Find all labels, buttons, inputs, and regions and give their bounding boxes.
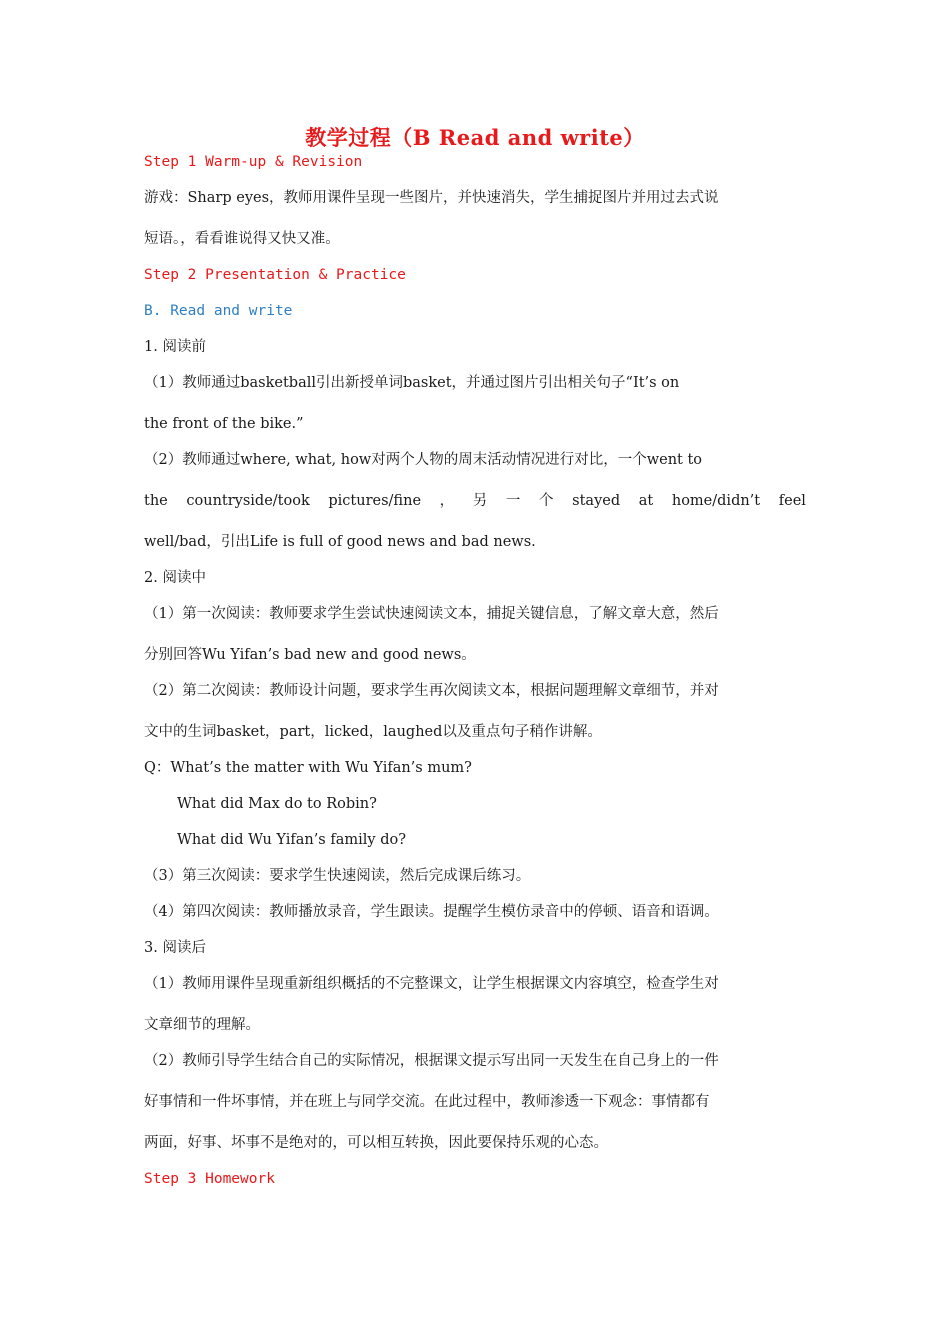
- post-2-line-2: 好事情和一件坏事情，并在班上与同学交流。在此过程中，教师渗透一下观念：事情都有: [144, 1094, 710, 1110]
- step3-heading: Step 3 Homework: [144, 1171, 275, 1187]
- while-2-line-1: （2）第二次阅读：教师设计问题，要求学生再次阅读文本，根据问题理解文章细节，并对: [144, 683, 719, 699]
- word: 另: [472, 493, 488, 509]
- page-title: 教学过程（B Read and write）: [305, 125, 645, 150]
- step1-heading: Step 1 Warm-up & Revision: [144, 154, 363, 170]
- word: at: [638, 493, 654, 509]
- word: feel: [778, 493, 806, 509]
- word: the: [144, 493, 168, 509]
- word: home/didn’t: [671, 493, 761, 509]
- post-1-line-1: （1）教师用课件呈现重新组织概括的不完整课文，让学生根据课文内容填空，检查学生对: [144, 976, 719, 992]
- post-2-line-1: （2）教师引导学生结合自己的实际情况，根据课文提示写出同一天发生在自己身上的一件: [144, 1053, 719, 1069]
- question-1: Q：What’s the matter with Wu Yifan’s mum?: [144, 760, 472, 776]
- while-1-line-1: （1）第一次阅读：教师要求学生尝试快速阅读文本，捕捉关键信息，了解文章大意，然后: [144, 606, 719, 622]
- while-2-line-2: 文中的生词basket，part，licked，laughed以及重点句子稍作讲解。: [144, 724, 602, 740]
- question-3: What did Wu Yifan’s family do?: [177, 832, 406, 848]
- word: countryside/took: [186, 493, 310, 509]
- while-4: （4）第四次阅读：教师播放录音，学生跟读。提醒学生模仿录音中的停顿、语音和语调。: [144, 904, 719, 920]
- post-2-line-3: 两面，好事、坏事不是绝对的，可以相互转换，因此要保持乐观的心态。: [144, 1135, 608, 1151]
- pre-1-line-2: the front of the bike.”: [144, 416, 304, 432]
- word: pictures/fine: [328, 493, 422, 509]
- game-line-1: 游戏：Sharp eyes，教师用课件呈现一些图片，并快速消失，学生捕捉图片并用过去式说: [144, 190, 719, 206]
- word: ，: [439, 493, 455, 509]
- section-b-heading: B. Read and write: [144, 303, 293, 319]
- word: 个: [539, 493, 554, 509]
- while-1-line-2: 分别回答Wu Yifan’s bad new and good news。: [144, 647, 476, 663]
- pre-2-line-2: [144, 491, 806, 511]
- post-reading-heading: 3. 阅读后: [144, 940, 206, 956]
- pre-reading-heading: 1. 阅读前: [144, 339, 206, 355]
- while-3: （3）第三次阅读：要求学生快速阅读，然后完成课后练习。: [144, 868, 531, 884]
- pre-2-line-3: well/bad，引出Life is full of good news and bad news.: [144, 534, 536, 550]
- word: 一: [505, 493, 521, 509]
- word: stayed: [572, 493, 621, 509]
- pre-1-line-1: （1）教师通过basketball引出新授单词basket，并通过图片引出相关句子“It’s on: [144, 375, 680, 391]
- while-reading-heading: 2. 阅读中: [144, 570, 206, 586]
- game-line-2: 短语。，看看谁说得又快又准。: [144, 231, 340, 247]
- post-1-line-2: 文章细节的理解。: [144, 1017, 260, 1033]
- step2-heading: Step 2 Presentation & Practice: [144, 267, 406, 283]
- pre-2-line-1: （2）教师通过where, what, how对两个人物的周末活动情况进行对比，一个went to: [144, 452, 703, 468]
- question-2: What did Max do to Robin?: [177, 796, 377, 812]
